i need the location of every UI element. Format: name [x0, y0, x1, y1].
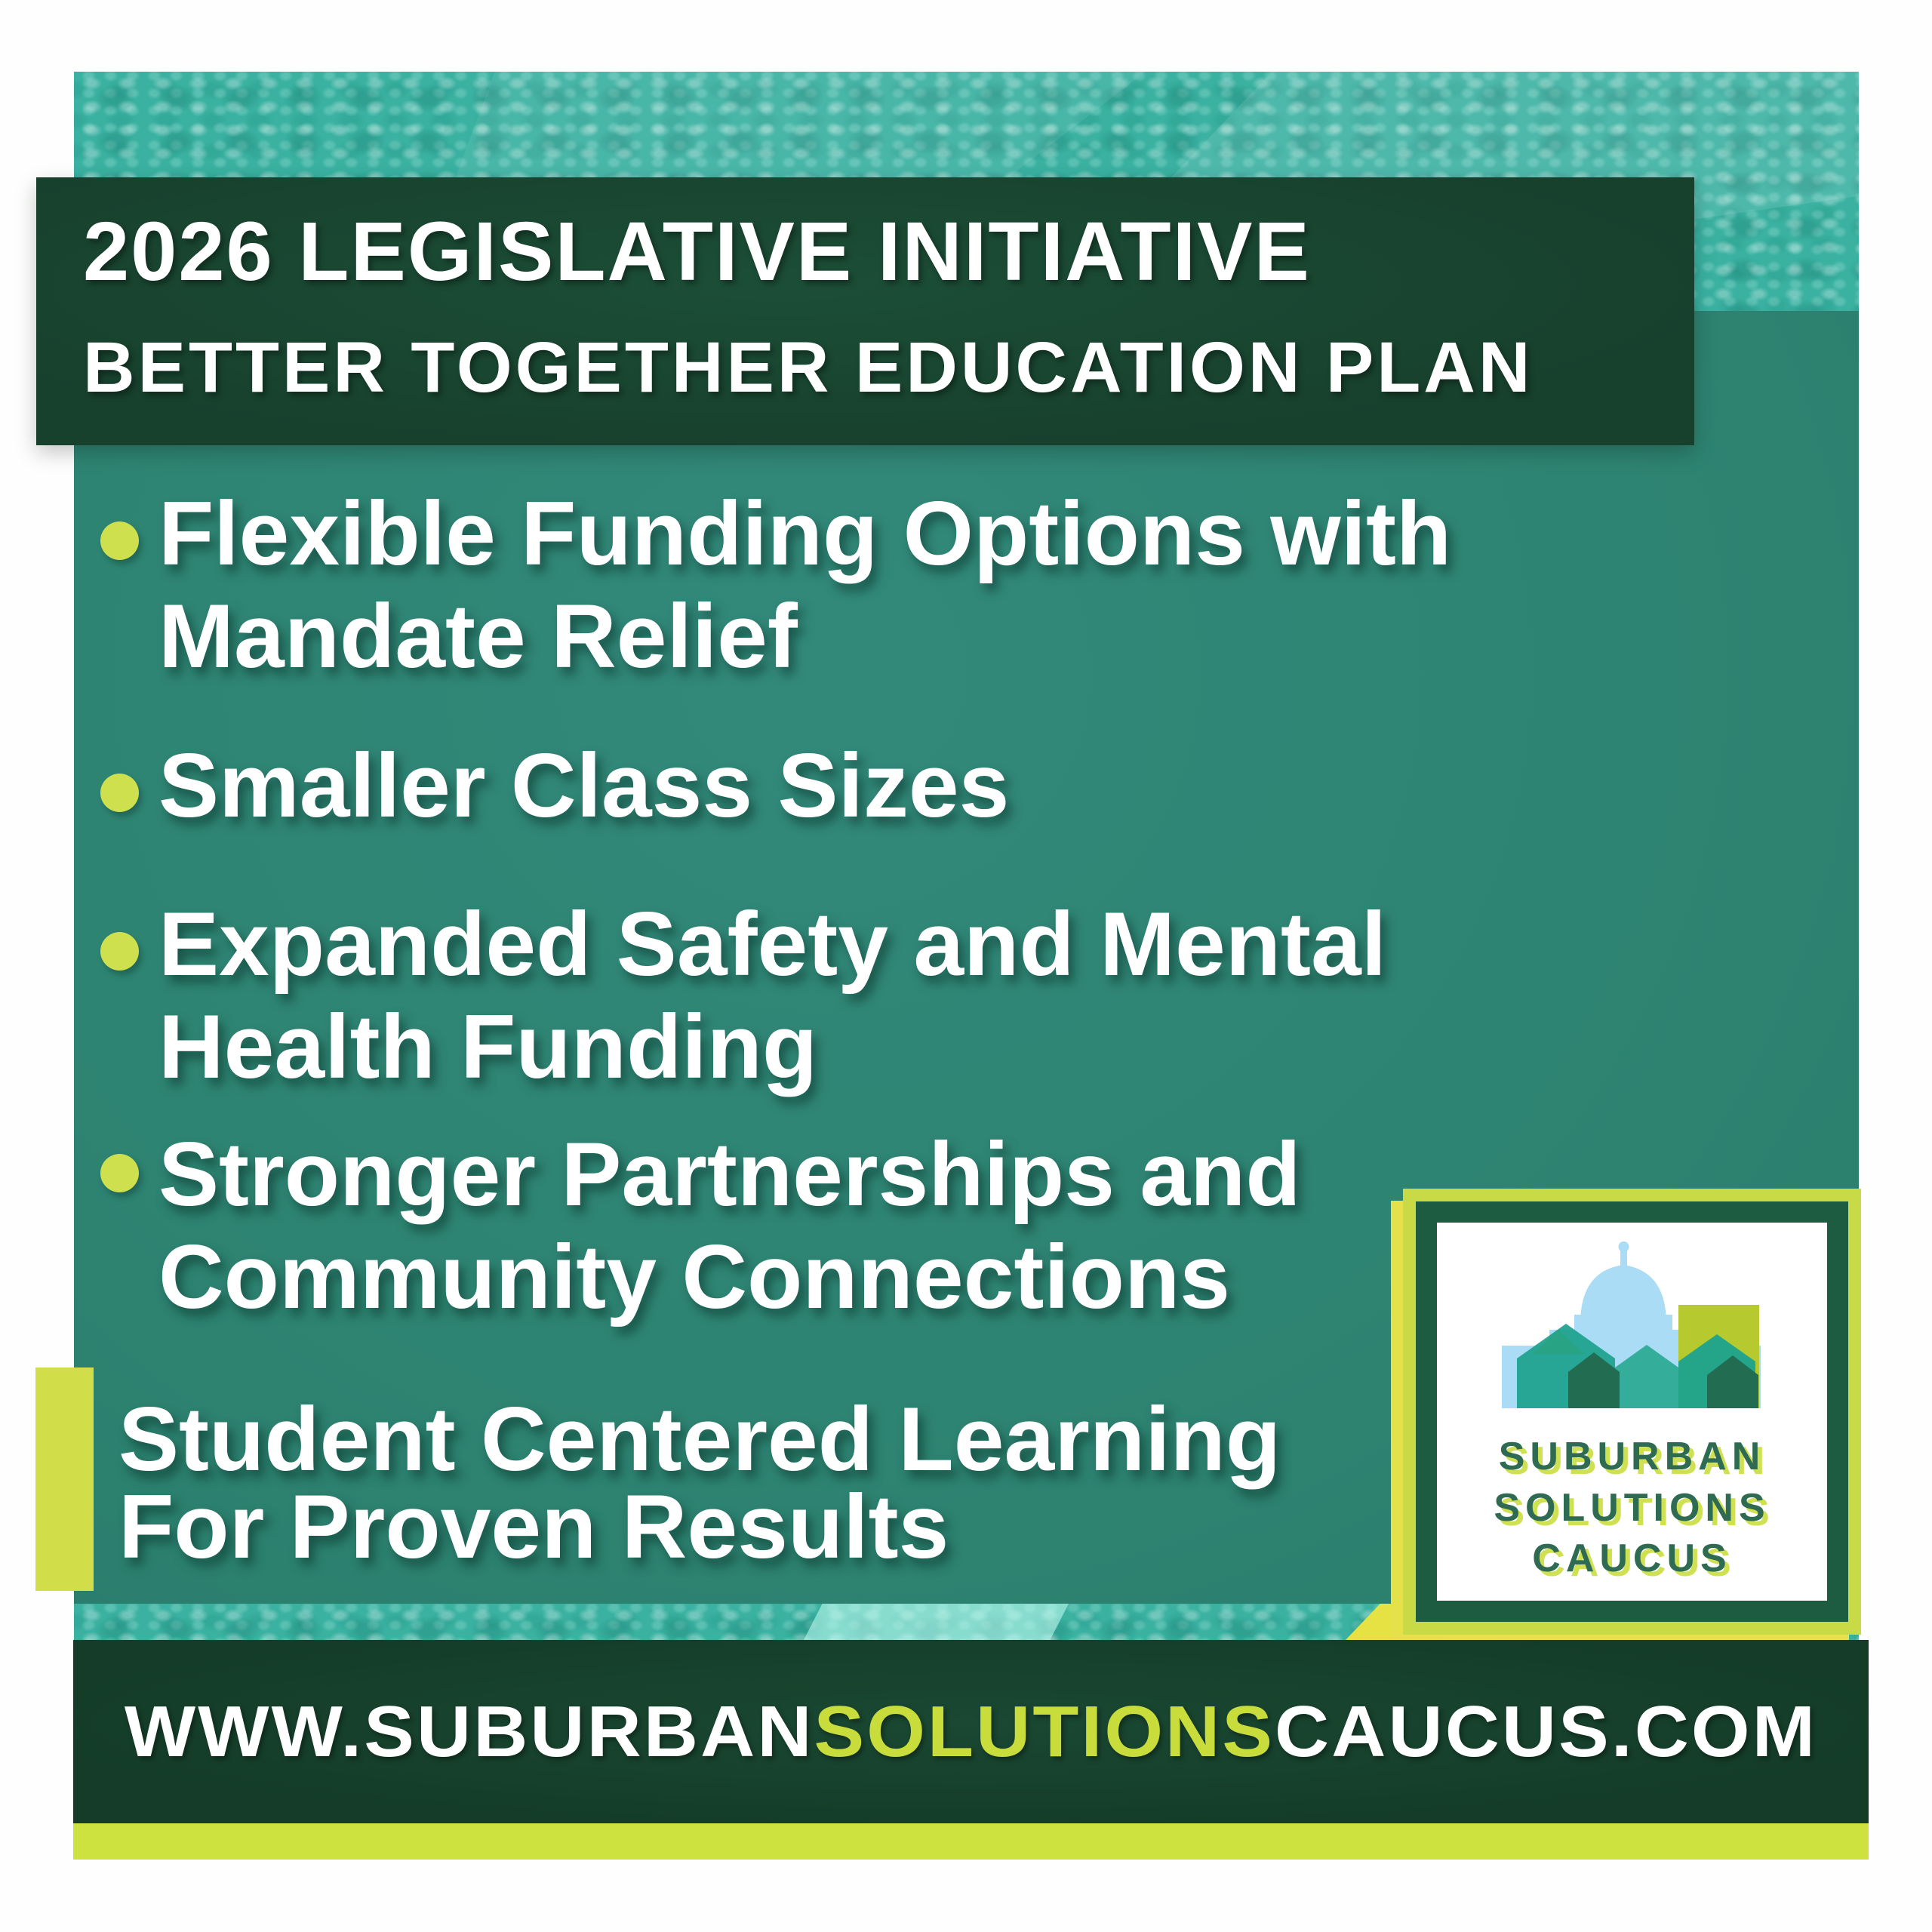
- list-item: [158, 893, 1386, 1098]
- tagline-line: Student Centered Learning: [118, 1389, 1281, 1490]
- list-item-line: Smaller Class Sizes: [158, 735, 1010, 836]
- header-box: [36, 177, 1694, 445]
- tagline-line: For Proven Results: [118, 1476, 949, 1577]
- url-highlight: SOLUTIONS: [814, 1690, 1275, 1772]
- footer-bar: [73, 1640, 1869, 1823]
- capitol-skyline-icon: [1502, 1239, 1763, 1408]
- list-item: [158, 1123, 1301, 1328]
- bullet-dot: [100, 774, 139, 812]
- list-item: [158, 482, 1451, 688]
- page-subtitle: BETTER TOGETHER EDUCATION PLAN: [83, 328, 1534, 408]
- aqua-wedge-accent: [804, 1604, 1069, 1640]
- logo-text-line: SOLUTIONS: [1494, 1486, 1770, 1530]
- list-item-line: Community Connections: [158, 1226, 1231, 1327]
- list-item-line: Expanded Safety and Mental: [158, 894, 1387, 995]
- list-item-line: Mandate Relief: [158, 586, 798, 687]
- website-url: [125, 1690, 1817, 1774]
- logo-frame: [1416, 1201, 1848, 1622]
- logo-text-line: CAUCUS: [1532, 1537, 1732, 1580]
- bullet-dot: [100, 932, 139, 971]
- yellow-wedge-accent: [1346, 1604, 1412, 1640]
- list-item-line: Health Funding: [158, 996, 818, 1097]
- list-item: [158, 734, 1009, 837]
- tagline: [118, 1389, 1281, 1577]
- logo-text-line: SUBURBAN: [1498, 1435, 1766, 1478]
- left-accent-bar: [35, 1367, 94, 1591]
- url-prefix: WWW.SUBURBAN: [124, 1690, 814, 1772]
- list-item-line: Flexible Funding Options with: [158, 483, 1452, 584]
- footer-accent-strip: [73, 1823, 1869, 1860]
- bullet-dot: [100, 1154, 139, 1192]
- list-item-line: Stronger Partnerships and: [158, 1124, 1301, 1225]
- logo-box: [1403, 1189, 1861, 1635]
- bullet-dot: [100, 521, 139, 560]
- url-suffix: CAUCUS.COM: [1275, 1690, 1818, 1772]
- logo-inner: [1437, 1223, 1827, 1601]
- page-title: 2026 LEGISLATIVE INITIATIVE: [83, 205, 1311, 298]
